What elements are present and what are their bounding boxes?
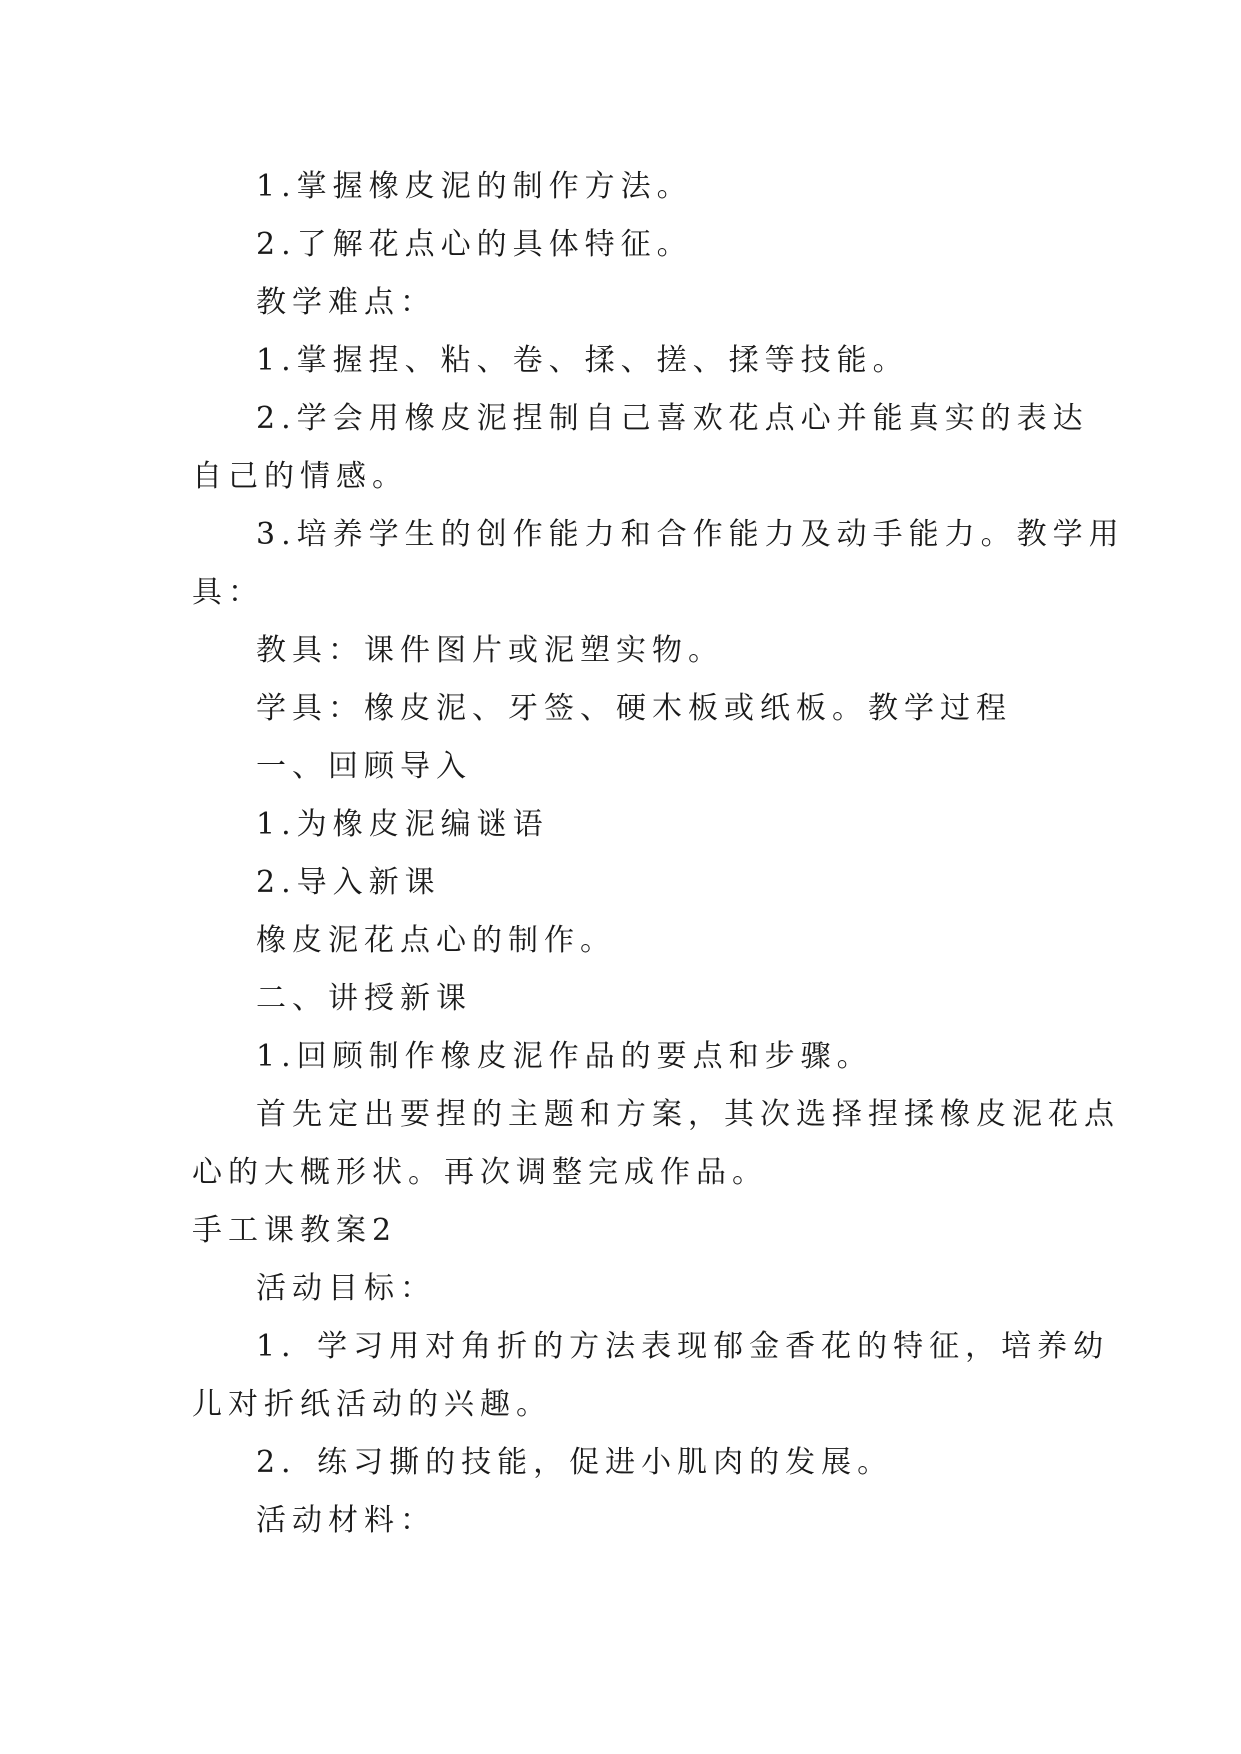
paragraph-continuation: 儿对折纸活动的兴趣。 xyxy=(192,1387,552,1422)
paragraph-first-line: 首先定出要捏的主题和方案，其次选择捏揉橡皮泥花点 xyxy=(256,1097,1120,1132)
paragraph-first-line: 2.学会用橡皮泥捏制自己喜欢花点心并能真实的表达 xyxy=(256,401,1089,436)
paragraph-continuation: 自己的情感。 xyxy=(192,459,408,494)
paragraph xyxy=(192,1318,1110,1434)
paragraph-first-line: 1．学习用对角折的方法表现郁金香花的特征，培养幼 xyxy=(256,1329,1110,1364)
paragraph xyxy=(192,390,1089,506)
text-line: 橡皮泥花点心的制作。 xyxy=(256,923,616,958)
text-line: 1.掌握捏、粘、卷、揉、搓、揉等技能。 xyxy=(256,343,909,378)
paragraph xyxy=(192,506,1125,622)
text-line: 2．练习撕的技能，促进小肌肉的发展。 xyxy=(256,1445,894,1480)
paragraph-first-line: 3.培养学生的创作能力和合作能力及动手能力。教学用 xyxy=(256,517,1125,552)
paragraph xyxy=(192,1086,1120,1202)
text-line: 2.导入新课 xyxy=(256,865,441,900)
text-line: 教具：课件图片或泥塑实物。 xyxy=(256,633,724,668)
section-heading: 教学难点： xyxy=(256,285,436,320)
text-line: 1.掌握橡皮泥的制作方法。 xyxy=(256,169,693,204)
paragraph-continuation: 心的大概形状。再次调整完成作品。 xyxy=(192,1155,768,1190)
section-heading: 活动目标： xyxy=(256,1271,436,1306)
document-title: 手工课教案2 xyxy=(192,1213,398,1248)
section-heading: 活动材料： xyxy=(256,1503,436,1538)
section-heading: 一、回顾导入 xyxy=(256,749,472,784)
paragraph-continuation: 具： xyxy=(192,575,264,610)
document-body xyxy=(192,158,1125,1550)
section-heading: 二、讲授新课 xyxy=(256,981,472,1016)
text-line: 2.了解花点心的具体特征。 xyxy=(256,227,693,262)
text-line: 1.为橡皮泥编谜语 xyxy=(256,807,549,842)
text-line: 学具：橡皮泥、牙签、硬木板或纸板。教学过程 xyxy=(256,691,1012,726)
text-line: 1.回顾制作橡皮泥作品的要点和步骤。 xyxy=(256,1039,873,1074)
